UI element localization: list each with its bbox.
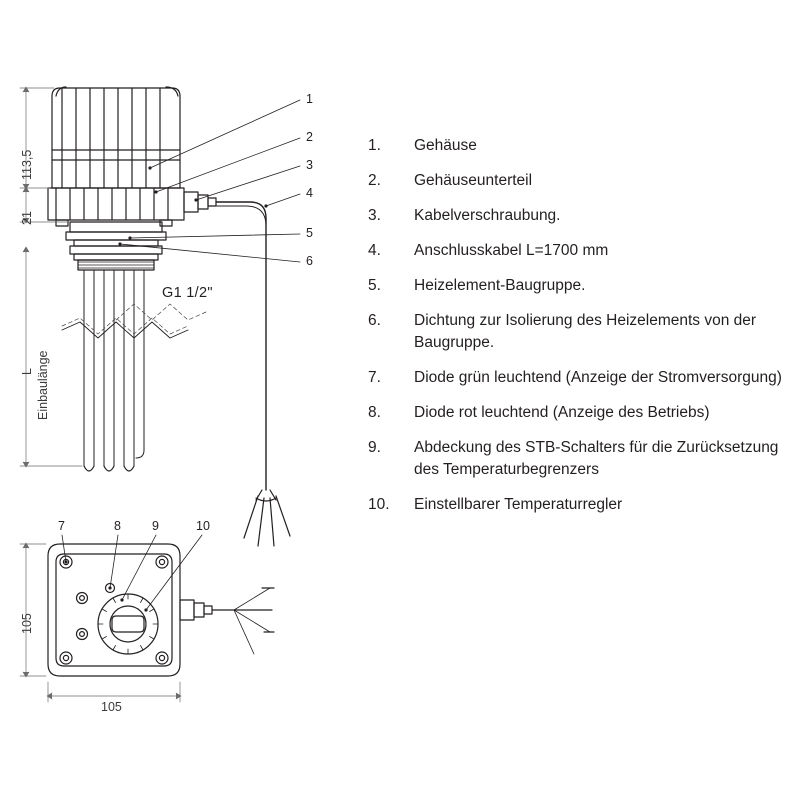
legend-item-text: Kabelverschraubung. <box>414 207 561 224</box>
gasket <box>74 240 158 246</box>
connection-cable <box>216 202 266 490</box>
callout-1: 1 <box>306 92 313 106</box>
callout-4: 4 <box>306 186 313 200</box>
diode-red <box>77 629 88 640</box>
legend-item <box>368 437 788 481</box>
dim-label-113-5: 113,5 <box>20 149 34 180</box>
callout-10: 10 <box>196 519 210 533</box>
legend-item <box>368 494 788 516</box>
legend-list <box>368 135 788 529</box>
leader-8 <box>110 535 118 588</box>
leader-5 <box>130 234 300 238</box>
legend-item <box>368 240 788 262</box>
callout-3: 3 <box>306 158 313 172</box>
flange-upper <box>70 222 162 232</box>
dim-label-box-width: 105 <box>101 700 122 714</box>
callout-6: 6 <box>306 254 313 268</box>
dim-label-einbaulaenge: Einbaulänge <box>36 350 50 420</box>
legend-item-text: Einstellbarer Temperaturregler <box>414 496 623 513</box>
legend-item <box>368 402 788 424</box>
callout-2: 2 <box>306 130 313 144</box>
leader-6 <box>120 244 300 262</box>
legend-item <box>368 367 788 389</box>
legend-item-text: Heizelement-Baugruppe. <box>414 277 586 294</box>
heating-rods <box>84 270 134 466</box>
callout-7: 7 <box>58 519 65 533</box>
legend-item <box>368 310 788 354</box>
legend-item-text: Abdeckung des STB-Schalters für die Zurücksetzung des Temperaturbegrenzers <box>414 439 779 478</box>
legend-item <box>368 205 788 227</box>
thread-size-label: G1 1/2" <box>162 285 213 301</box>
legend-item-text: Gehäuse <box>414 137 477 154</box>
callout-5: 5 <box>306 226 313 240</box>
callout-9: 9 <box>152 519 159 533</box>
legend-item-text: Dichtung zur Isolierung des Heizelements von der Baugruppe. <box>414 312 757 351</box>
legend-item-number: 9. <box>368 439 381 456</box>
regulator-dial <box>98 594 158 654</box>
legend-item <box>368 135 788 157</box>
diode-green <box>77 593 88 604</box>
legend-item-number: 5. <box>368 277 381 294</box>
leader-4 <box>266 194 300 206</box>
legend-item-text: Diode rot leuchtend (Anzeige des Betriebs) <box>414 404 710 421</box>
leader-10 <box>146 535 202 610</box>
leader-1 <box>150 100 300 168</box>
legend-item-number: 4. <box>368 242 381 259</box>
legend-item-number: 8. <box>368 404 381 421</box>
cable-gland-body <box>184 192 198 212</box>
legend-item-number: 7. <box>368 369 381 386</box>
housing-lower-outline <box>48 188 184 220</box>
legend-item-text: Diode grün leuchtend (Anzeige der Stromversorgung) <box>414 369 782 386</box>
legend-item-number: 6. <box>368 312 381 329</box>
legend-item-number: 1. <box>368 137 381 154</box>
leader-7 <box>62 535 66 562</box>
callout-8: 8 <box>114 519 121 533</box>
legend-item-number: 3. <box>368 207 381 224</box>
legend-item-text: Anschlusskabel L=1700 mm <box>414 242 609 259</box>
leader-9 <box>122 535 156 600</box>
dim-label-21: 21 <box>20 211 34 225</box>
legend-item-number: 10. <box>368 496 390 513</box>
dim-label-L: L <box>20 368 34 375</box>
leader-2 <box>156 138 300 192</box>
housing-outline <box>52 88 180 188</box>
dim-label-box-height: 105 <box>20 613 34 634</box>
legend-item-text: Gehäuseunterteil <box>414 172 533 189</box>
legend-item <box>368 170 788 192</box>
legend-item <box>368 275 788 297</box>
legend-item-number: 2. <box>368 172 381 189</box>
